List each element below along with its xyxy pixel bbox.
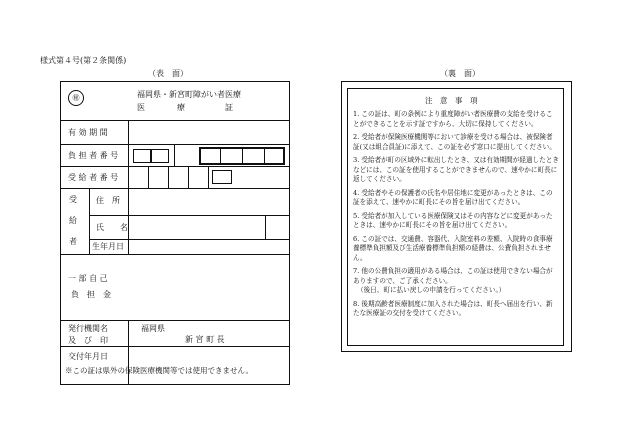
- divider: [89, 215, 289, 216]
- divider: [208, 166, 209, 188]
- recipient-no-label: 負 担 者 番 号: [68, 151, 119, 160]
- back-label: （裏 面）: [440, 69, 480, 78]
- divider: [61, 120, 289, 121]
- front-label: （表 面）: [148, 69, 188, 78]
- form-id: 様式第４号(第２条関係): [40, 56, 127, 65]
- divider: [264, 147, 265, 165]
- copay-label-2: 負 担 金: [71, 290, 111, 299]
- divider: [89, 188, 90, 254]
- divider: [148, 166, 149, 188]
- divider: [61, 254, 289, 255]
- note-item: 2. 受給者が保険医療機関等において診療を受ける場合は、被保険者証(又は組合員証)に添えて、この証を必ず窓口に提出してください。: [353, 133, 556, 151]
- divider: [128, 120, 129, 188]
- beneficiary-vertical-2: 給: [69, 216, 77, 225]
- divider: [89, 239, 289, 240]
- validity-label: 有 効 期 間: [68, 128, 108, 137]
- issuer-label-1: 発行機関名: [68, 324, 108, 333]
- beneficiary-no-box: [212, 170, 232, 184]
- divider: [220, 147, 221, 165]
- notes-list: [353, 110, 559, 323]
- recipient-no-box: [133, 149, 151, 163]
- note-item: 7. 他の公費負担の適用がある場合は、この証は使用できない場合がありますので、ご了承ください。: [353, 267, 553, 285]
- issue-date-label: 交付年月日: [68, 352, 108, 361]
- note-item: 5. 受給者が加入している医療保険又はその内容などに変更があったときは、速やかに町長にその旨を届け出てください。: [353, 211, 553, 229]
- note-item: 6. この証では、交通費、容器代、入院室料の差額、入院時の食事療養標準負担額及び生活療養標準負担額の経費は、公費負担されません。: [353, 234, 553, 262]
- divider: [61, 346, 289, 347]
- divider: [242, 147, 243, 165]
- footnote: ※この証は県外の保険医療機関等では使用できません。: [65, 366, 253, 375]
- name-label: 氏 名: [96, 223, 128, 232]
- issuer-value-2: 新 宮 町 長: [185, 335, 225, 344]
- copay-label-1: 一 部 自 己: [68, 274, 108, 283]
- divider: [61, 166, 289, 167]
- note-item: 4. 受給者やその保護者の氏名や居住地に変更があったときは、この証を添えて、速やかに町長にその旨を届け出てください。: [353, 188, 553, 206]
- secret-seal-icon: ㊙: [68, 90, 84, 106]
- divider: [128, 188, 129, 254]
- note-item: 8. 後期高齢者医療制度に加入された場合は、町長へ届出を行い、新たな医療証の交付を受けてください。: [353, 299, 553, 317]
- issuer-label-2: 及 び 印: [68, 336, 108, 345]
- notes-heading: 注 意 事 項: [425, 96, 478, 105]
- recipient-no-box: [151, 149, 169, 163]
- divider: [61, 320, 289, 321]
- divider: [265, 215, 266, 239]
- note-item: 1. この証は、町の条例により重度障がい者医療費の支給を受けることができることを示す証ですから、大切に保持してください。: [353, 110, 553, 128]
- beneficiary-vertical-3: 者: [69, 237, 77, 246]
- divider: [61, 144, 289, 145]
- beneficiary-vertical-1: 受: [69, 195, 77, 204]
- address-label: 住 所: [96, 196, 120, 205]
- divider: [174, 144, 175, 166]
- note-item: （後日、町に払い戻しの申請を行ってください。）: [357, 286, 506, 294]
- divider: [168, 166, 169, 188]
- beneficiary-no-label: 受 給 者 番 号: [68, 173, 119, 182]
- issuer-value-1: 福岡県: [141, 324, 165, 333]
- divider: [188, 166, 189, 188]
- front-card: [60, 81, 290, 385]
- birth-label: 生年月日: [92, 242, 124, 251]
- card-title-line1: 福岡県・新宮町障がい者医療: [137, 90, 241, 99]
- divider: [61, 188, 289, 189]
- note-item: 3. 受給者が町の区域外に転出したとき、又は有効期間が経過したときなどには、この証を使用することができませんので、速やかに町長に返してください。: [353, 156, 559, 183]
- card-title-line2: 医 療 証: [137, 103, 233, 112]
